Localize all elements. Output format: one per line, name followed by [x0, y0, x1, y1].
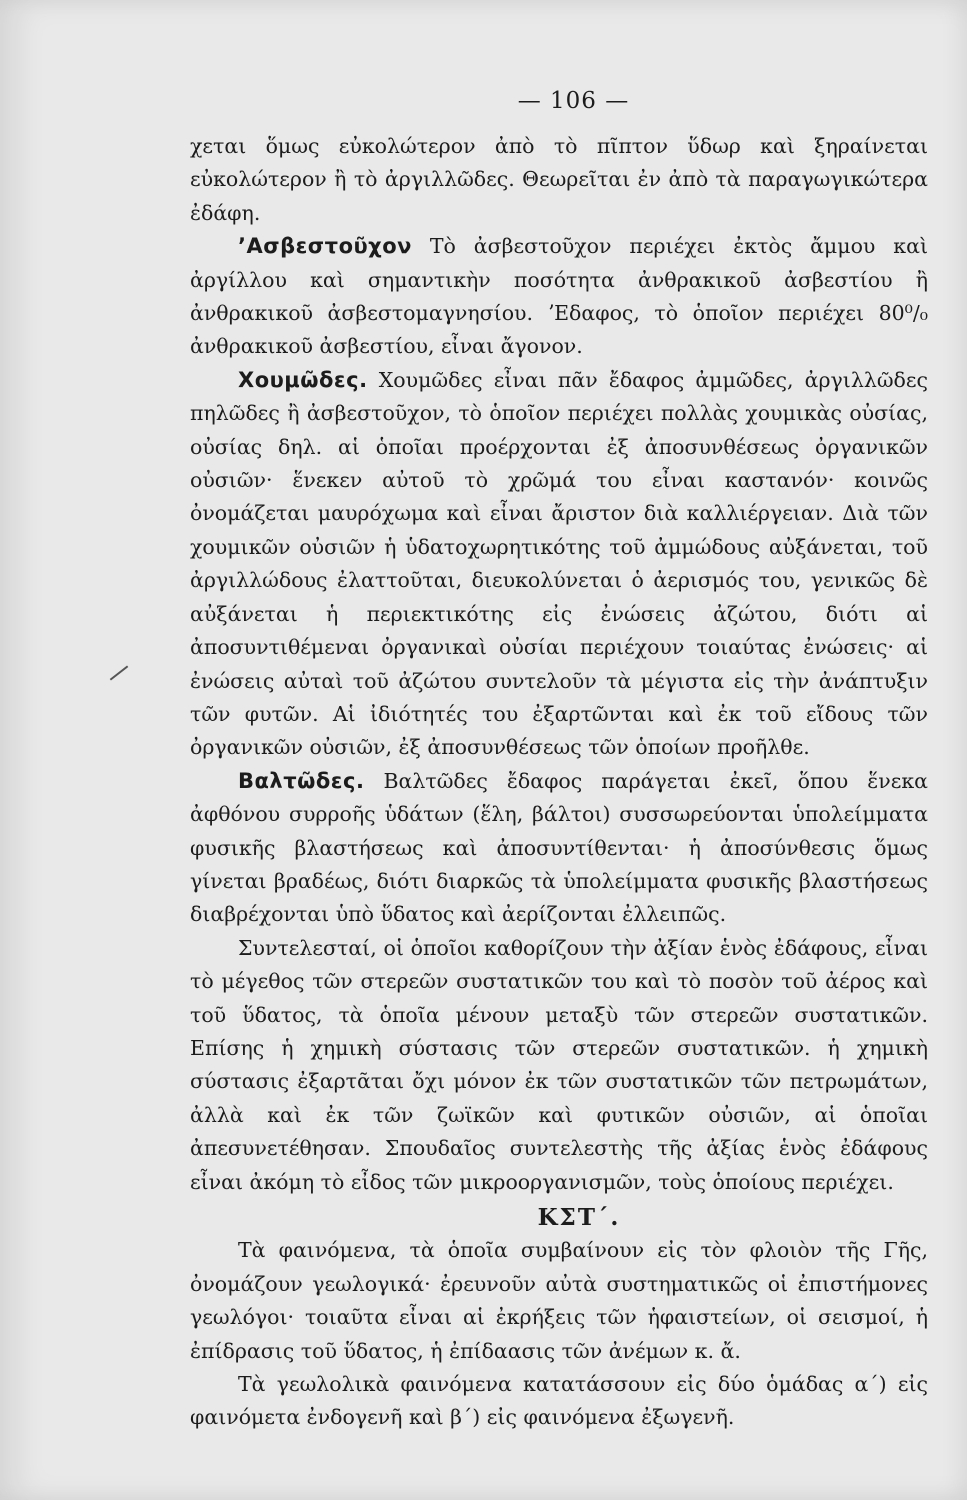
pencil-mark	[110, 665, 129, 680]
section-heading: ΚΣΤ΄.	[537, 1204, 621, 1231]
text-marshy: Βαλτῶδες ἔδαφος παράγεται ἐκεῖ, ὅπου ἕνεκα ἀφθόνου συρροῆς ὑδάτων (ἕλη, βάλτοι) συσσωρεύονται ὑπολείμματα φυσικῆς βλαστήσεως καὶ ἀποσυντίθενται· ἡ ἀποσύνθεσις ὅμως γίνεται βραδέως, διότι διαρκῶς τὰ ὑπολείμματα φυσικῆς βλαστήσεως διαβρέχονται ὑπὸ ὕδατος καὶ ἀερίζονται ἐλλειπῶς.	[190, 768, 928, 927]
paragraph-geological-phenomena: Τὰ φαινόμενα, τὰ ὁποῖα συμβαίνουν εἰς τὸν φλοιὸν τῆς Γῆς, ὀνομάζουν γεωλογικά· ἐρευνοῦν αὐτὰ συστηματικῶς οἱ ἐπιστήμονες γεωλόγοι· τοιαῦτα εἶναι αἱ ἐκρήξεις τῶν ἡφαιστείων, οἱ σεισμοί, ἡ ἐπίδρασις τοῦ ὕδατος, ἡ ἐπίδαασις τῶν ἀνέμων κ. ἄ.	[190, 1238, 928, 1363]
heading-marshy: Βαλτῶδες.	[238, 768, 365, 793]
heading-humus: Χουμῶδες.	[238, 367, 368, 392]
paragraph-factors: Συντελεσταί, οἱ ὁποῖοι καθορίζουν τὴν ἀξίαν ἑνὸς ἐδάφους, εἶναι τὸ μέγεθος τῶν στερεῶν συστατικῶν του καὶ τὸ ποσὸν τοῦ ἀέρος καὶ τοῦ ὕδατος, τὰ ὁποῖα μένουν μεταξὺ τῶν στερεῶν συστατικῶν. Επίσης ἡ χημικὴ σύστασις τῶν στερεῶν συστατικῶν. ἡ χημικὴ σύστασις ἐξαρτᾶται ὄχι μόνον ἐκ τῶν συστατικῶν τῶν πετρωμάτων, ἀλλὰ καὶ ἐκ τῶν ζωϊκῶν καὶ φυτικῶν οὐσιῶν, αἱ ὁποῖαι ἀπεσυνετέθησαν. Σπουδαῖος συντελεστὴς τῆς ἀξίας ἑνὸς ἐδάφους εἶναι ἀκόμη τὸ εἶδος τῶν μικροοργανισμῶν, τοὺς ὁποίους περιέχει.	[190, 935, 928, 1194]
page-body	[190, 130, 928, 1435]
paragraph-marshy	[190, 765, 928, 932]
paragraph-humus	[190, 364, 928, 765]
page-number: — 106 —	[517, 88, 630, 114]
paragraph-calcareous	[190, 230, 928, 364]
text-calcareous: Τὸ ἀσβεστοῦχον περιέχει ἐκτὸς ἄμμου καὶ ἀργίλλου καὶ σημαντικὴν ποσότητα ἀνθρακικοῦ ἀσβεστίου ἢ ἀνθρακικοῦ ἀσβεστομαγνησίου. ʼΕδαφος, τὸ ὁποῖον περιέχει 80⁰/₀ ἀνθρακικοῦ ἀσβεστίου, εἶναι ἄγονον.	[190, 234, 928, 359]
paragraph-continuation: χεται ὅμως εὐκολώτερον ἀπὸ τὸ πῖπτον ὕδωρ καὶ ξηραίνεται εὐκολώτερον ἢ τὸ ἀργιλλῶδες. Θεωρεῖται ἐν ἀπὸ τὰ παραγωγικώτερα ἐδάφη.	[190, 134, 928, 225]
heading-calcareous: ʼΑσβεστοῦχον	[238, 234, 412, 259]
text-humus: Χουμῶδες εἶναι πᾶν ἔδαφος ἀμμῶδες, ἀργιλλῶδες πηλῶδες ἢ ἀσβεστοῦχον, τὸ ὁποῖον περιέχει πολλὰς χουμικὰς οὐσίας, οὐσίας δηλ. αἱ ὁποῖαι προέρχονται ἐξ ἀποσυνθέσεως ὀργανικῶν οὐσιῶν· ἕνεκεν αὐτοῦ τὸ χρῶμά του εἶναι καστανόν· κοινῶς ὀνομάζεται μαυρόχωμα καὶ εἶναι ἄριστον διὰ καλλιέργειαν. Διὰ τῶν χουμικῶν οὐσιῶν ἡ ὑδατοχωρητικότης τοῦ ἀμμώδους αὐξάνεται, τοῦ ἀργιλλώδους ἐλαττοῦται, διευκολύνεται ὁ ἀερισμός του, γενικῶς δὲ αὐξάνεται ἡ περιεκτικότης εἰς ἐνώσεις ἀζώτου, διότι αἱ ἀποσυντιθέμεναι ὀργανικαὶ οὐσίαι περιέχουν τοιαύτας ἐνώσεις· αἱ ἐνώσεις αὐταὶ τοῦ ἀζώτου συντελοῦν τὰ μέγιστα εἰς τὴν ἀνάπτυξιν τῶν φυτῶν. Αἱ ἰδιότητές του ἐξαρτῶνται καὶ ἐκ τοῦ εἴδους τῶν ὀργανικῶν οὐσιῶν, ἐξ ἀποσυνθέσεως τῶν ὁποίων προῆλθε.	[190, 367, 928, 760]
paragraph-classification: Τὰ γεωλολικὰ φαινόμενα κατατάσσουν εἰς δύο ὁμάδας α΄) εἰς φαινόμετα ἐνδογενῆ καὶ β΄) εἰς φαινόμενα ἐξωγενῆ.	[190, 1372, 928, 1430]
